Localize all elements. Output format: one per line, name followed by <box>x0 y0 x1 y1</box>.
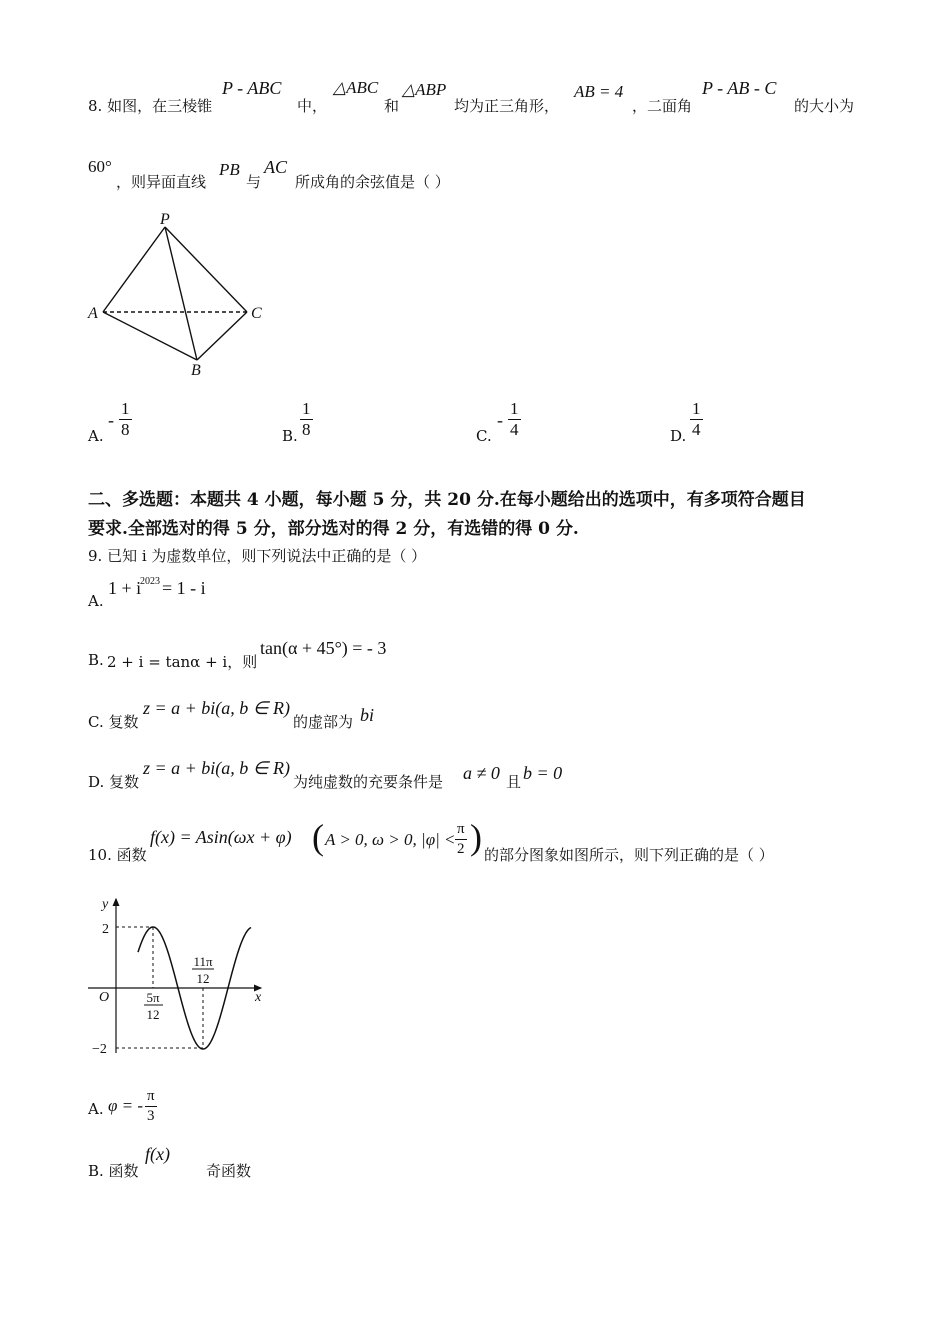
q8-math-ac: AC <box>264 157 288 177</box>
q8-stem-text-7: ，则异面直线 <box>116 173 207 191</box>
tick-11pi12-den: 12 <box>196 971 210 986</box>
option-fraction: 1 8 <box>121 399 130 439</box>
q9d-cond-1: a ≠ 0 <box>463 763 500 783</box>
section-heading-line-2: 要求.全部选对的得 5 分，部分选对的得 2 分，有选错的得 0 分. <box>88 519 579 539</box>
q9d-math: z = a + bi(a, b ∈ R) <box>143 758 290 778</box>
q9d-text: 为纯虚数的充要条件是 <box>293 773 444 791</box>
label-p: P <box>160 211 170 228</box>
q10a-lhs: φ = - <box>108 1096 144 1115</box>
option-fraction: 1 4 <box>692 399 701 439</box>
option-letter: D. <box>670 427 687 445</box>
option-fraction: 1 4 <box>510 399 519 439</box>
q9c-math: z = a + bi(a, b ∈ R) <box>143 698 290 718</box>
edge-ab <box>103 312 197 360</box>
q10-function: f(x) = Asin(ωx + φ) <box>150 827 292 847</box>
label-b: B <box>191 362 201 379</box>
x-axis-label: x <box>255 990 262 1005</box>
q8-math-triangle-abc: △ABC <box>333 78 379 97</box>
option-letter: B. <box>88 651 104 669</box>
edge-pa <box>103 227 165 312</box>
y-axis-label: y <box>102 897 109 912</box>
q8-math-ab-length: AB = 4 <box>574 82 624 101</box>
q9a-base: 1 + i <box>108 578 142 598</box>
q8-math-pb: PB <box>219 160 240 179</box>
option-letter: D. 复数 <box>88 773 140 791</box>
option-letter: B. 函数 <box>88 1162 139 1180</box>
tick-11pi12-num: 11π <box>193 954 213 969</box>
label-a: A <box>88 305 98 322</box>
option-letter: A. <box>88 1100 104 1118</box>
q8-stem-text-9: 所成角的余弦值是（ ） <box>295 173 450 191</box>
y-max-label: 2 <box>102 922 109 937</box>
q9c-tail: bi <box>360 705 375 725</box>
label-c: C <box>251 305 262 322</box>
q10-pi-over-2: π 2 <box>457 821 465 857</box>
q10b-text: 奇函数 <box>206 1162 252 1180</box>
q10-left-paren: ( <box>312 817 324 857</box>
q9d-and: 且 <box>506 773 522 791</box>
q9-stem: 9. 已知 i 为虚数单位，则下列说法中正确的是（ ） <box>88 547 427 565</box>
q10-stem-text-2: 的部分图象如图所示，则下列正确的是（ ） <box>484 846 774 864</box>
q9d-cond-2: b = 0 <box>523 763 563 783</box>
edge-pc <box>165 227 247 312</box>
q9a-rest: = 1 - i <box>162 578 206 598</box>
edge-pb <box>165 227 197 360</box>
option-letter: C. 复数 <box>88 713 139 731</box>
option-sign: - <box>108 410 114 430</box>
option-sign: - <box>497 410 503 430</box>
q8-stem-text-5: ，二面角 <box>632 97 693 115</box>
q8-math-dihedral: P - AB - C <box>702 78 777 98</box>
q8-stem-text-8: 与 <box>246 173 262 191</box>
tick-5pi12-den: 12 <box>146 1007 160 1022</box>
q9c-text: 的虚部为 <box>293 713 354 731</box>
option-letter: A. <box>88 592 104 610</box>
q8-stem-text-3: 和 <box>384 97 400 115</box>
q9a-exponent: 2023 <box>140 576 160 587</box>
option-fraction: 1 8 <box>302 399 311 439</box>
q8-stem-text-6: 的大小为 <box>794 97 855 115</box>
edge-bc <box>197 312 247 360</box>
q8-stem-text-1: 8. 如图，在三棱锥 <box>88 97 213 115</box>
q10b-math: f(x) <box>145 1144 170 1164</box>
origin-label: O <box>99 990 110 1005</box>
option-letter: B. <box>282 427 298 445</box>
option-letter: C. <box>476 427 492 445</box>
y-min-label: −2 <box>92 1042 107 1057</box>
q10-right-paren: ) <box>470 817 482 857</box>
q10-graph <box>86 893 276 1063</box>
q9b-text: 2 + i = tanα + i，则 <box>107 653 258 671</box>
section-heading-line-1: 二、多选题：本题共 4 小题，每小题 5 分，共 20 分.在每小题给出的选项中，有多项符合题目 <box>88 490 806 510</box>
q8-stem-text-2: 中， <box>297 97 328 115</box>
tick-5pi12-num: 5π <box>146 990 160 1005</box>
q9b-math: tan(α + 45°) = - 3 <box>260 638 387 658</box>
q8-pyramid-figure <box>80 205 280 385</box>
q10a-fraction: π 3 <box>147 1088 155 1124</box>
q8-math-pyramid: P - ABC <box>222 78 282 98</box>
q10-conditions: A > 0, ω > 0, |φ| < <box>325 830 456 849</box>
q8-math-60deg: 60° <box>88 157 112 176</box>
q8-stem-text-4: 均为正三角形， <box>454 97 560 115</box>
q10-stem-text-1: 10. 函数 <box>88 846 147 864</box>
q8-math-triangle-abp: △ABP <box>402 80 447 99</box>
option-letter: A. <box>88 427 104 445</box>
